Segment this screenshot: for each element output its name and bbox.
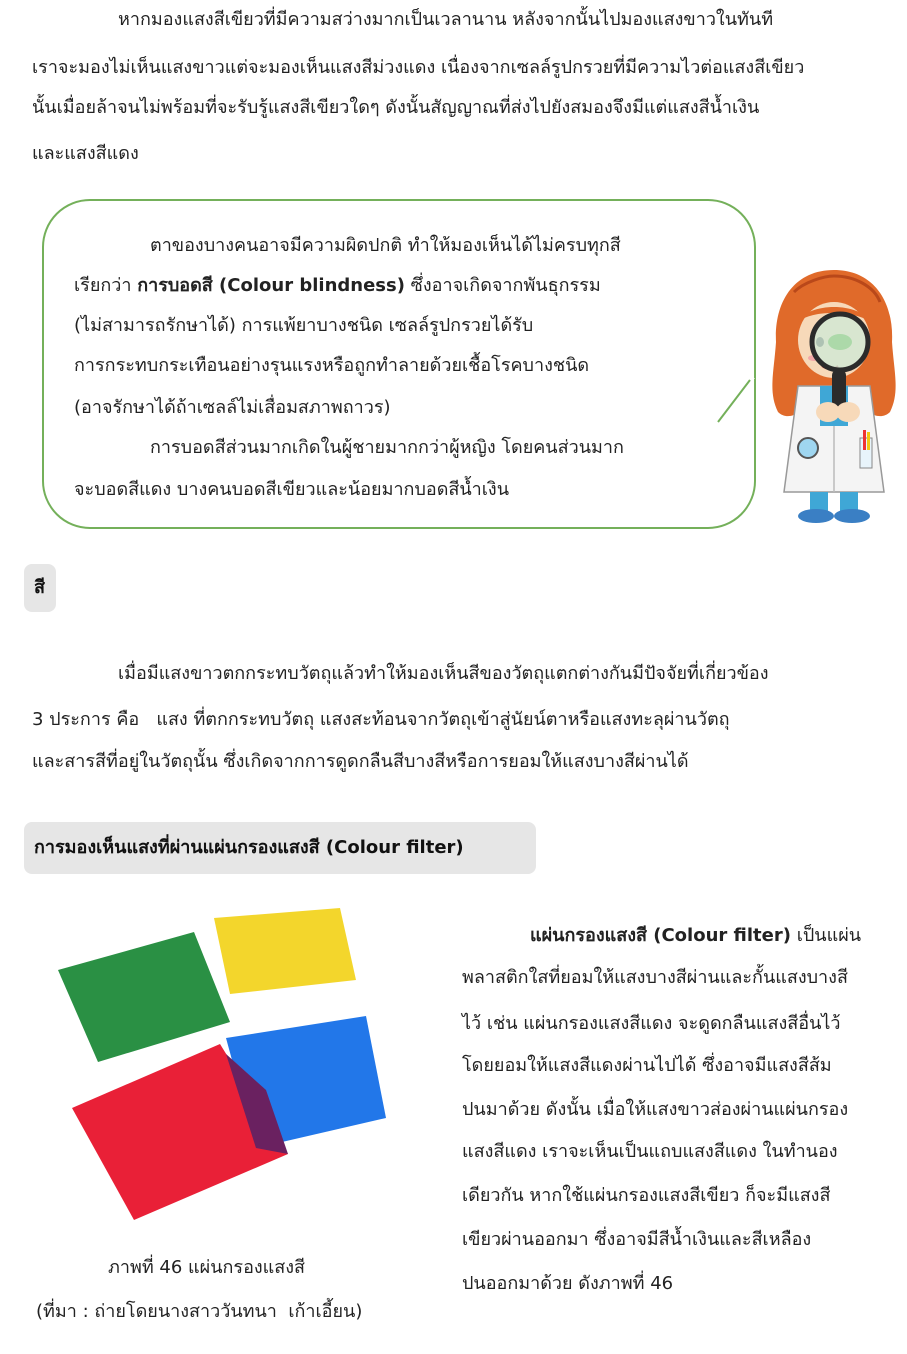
callout-text-fragment: ซึ่งอาจเกิดจากพันธุกรรม [404,275,601,296]
colour-line-2: 3 ประการ คือ แสง ที่ตกกระทบวัตถุ แสงสะท้อนจากวัตถุเข้าสู่นัยน์ตาหรือแสงทะลุผ่านวัตถุ [32,709,730,730]
filter-line-7: เดียวกัน หากใช้แผ่นกรองแสงสีเขียว ก็จะมีแสงสี [462,1185,831,1206]
callout-line-3: (ไม่สามารถรักษาได้) การแพ้ยาบางชนิด เซลล์รูปกรวยได้รับ [74,315,534,336]
section-heading-colour-filter: การมองเห็นแสงที่ผ่านแผ่นกรองแสงสี (Colour filter) [24,822,536,874]
filter-line-1 [530,924,861,948]
colour-filter-photo [44,896,404,1230]
filter-line-4: โดยยอมให้แสงสีแดงผ่านไปได้ ซึ่งอาจมีแสงสีส้ม [462,1055,832,1076]
figure-source: (ที่มา : ถ่ายโดยนางสาววันทนา เก้าเอี้ยน) [36,1301,363,1322]
callout-line-5: (อาจรักษาได้ถ้าเซลล์ไม่เสื่อมสภาพถาวร) [74,397,391,418]
intro-line-4: และแสงสีแดง [32,143,139,164]
filter-line-3: ไว้ เช่น แผ่นกรองแสงสีแดง จะดูดกลืนแสงสีอื่นไว้ [462,1013,841,1034]
callout-line-2 [74,274,601,298]
filter-line-9: ปนออกมาด้วย ดังภาพที่ 46 [462,1273,674,1294]
callout-line-1: ตาของบางคนอาจมีความผิดปกติ ทำให้มองเห็นได้ไม่ครบทุกสี [150,235,621,256]
figure-caption: ภาพที่ 46 แผ่นกรองแสงสี [108,1257,306,1278]
filter-line-6: แสงสีแดง เราจะเห็นเป็นแถบแสงสีแดง ในทำนอง [462,1141,838,1162]
intro-line-1: หากมองแสงสีเขียวที่มีความสว่างมากเป็นเวลานาน หลังจากนั้นไปมองแสงขาวในทันที [118,9,774,30]
colour-line-1: เมื่อมีแสงขาวตกกระทบวัตถุแล้วทำให้มองเห็นสีของวัตถุแตกต่างกันมีปัจจัยที่เกี่ยวข้อง [118,663,769,684]
callout-line-7: จะบอดสีแดง บางคนบอดสีเขียวและน้อยมากบอดสีน้ำเงิน [74,479,510,500]
callout-tail [700,378,770,428]
colour-filter-term: แผ่นกรองแสงสี (Colour filter) [530,925,791,946]
filter-line-8: เขียวผ่านออกมา ซึ่งอาจมีสีน้ำเงินและสีเหลือง [462,1229,812,1250]
scientist-girl-illustration [764,262,904,524]
section-heading-colour: สี [24,564,56,612]
intro-line-2: เราจะมองไม่เห็นแสงขาวแต่จะมองเห็นแสงสีม่วงแดง เนื่องจากเซลล์รูปกรวยที่มีความไวต่อแสงสีเขียว [32,57,805,78]
filter-line-5: ปนมาด้วย ดังนั้น เมื่อให้แสงขาวส่องผ่านแผ่นกรอง [462,1099,849,1120]
callout-line-4: การกระทบกระเทือนอย่างรุนแรงหรือถูกทำลายด้วยเชื้อโรคบางชนิด [74,355,590,376]
intro-line-3: นั้นเมื่อยล้าจนไม่พร้อมที่จะรับรู้แสงสีเขียวใดๆ ดังนั้นสัญญาณที่ส่งไปยังสมองจึงมีแต่แสงสีน้ำเงิน [32,97,760,118]
callout-line-6: การบอดสีส่วนมากเกิดในผู้ชายมากกว่าผู้หญิง โดยคนส่วนมาก [150,437,624,458]
colour-line-3: และสารสีที่อยู่ในวัตถุนั้น ซึ่งเกิดจากการดูดกลืนสีบางสีหรือการยอมให้แสงบางสีผ่านได้ [32,751,689,772]
colour-blindness-term: การบอดสี (Colour blindness) [137,275,405,296]
filter-line-2: พลาสติกใสที่ยอมให้แสงบางสีผ่านและกั้นแสงบางสี [462,967,848,988]
callout-text-fragment: เรียกว่า [74,275,138,296]
filter-text-fragment: เป็นแผ่น [790,925,862,946]
